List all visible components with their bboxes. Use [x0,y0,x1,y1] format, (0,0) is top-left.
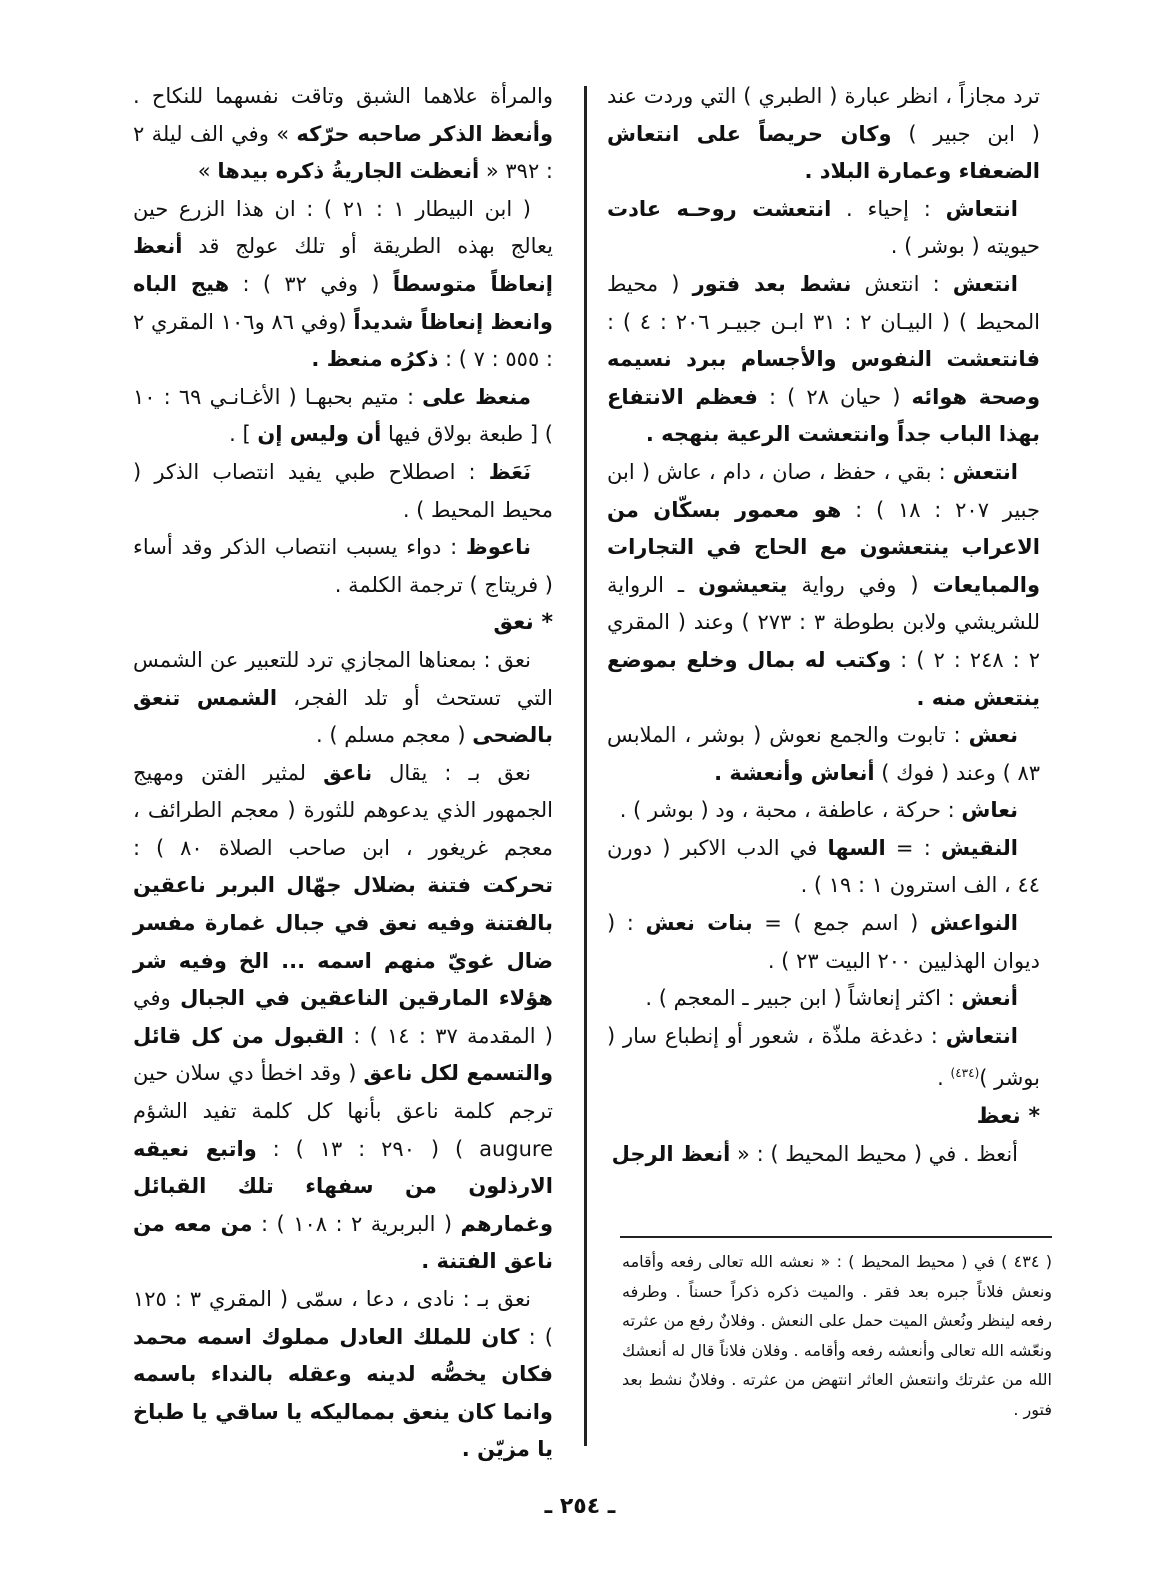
footnote-text: ( ٤٣٤ ) في ( محيط المحيط ) : « نعشه الله تعالى رفعه وأقامه ونعش فلاناً جبره بعد فقر . والميت ذكره ذكراً حسناً . وطرفه رفعه لينظر ونُعش الميت حمل على النعش . وفلانٌ رفع من عثرته ونعّشه الله تعالى وأنعشه رفعه وأقامه . وفلان فلاناً قال له أنعشك الله من عثرتك وانتعش العاثر انتهض من عثرته . وفلانٌ نشط بعد فتور . [622,1252,1052,1419]
footnote-marker: (٤٣٤) [950,1066,980,1081]
section-heading: * نعظ [976,1104,1040,1130]
paragraph: نعاش : حركة ، عاطفة ، محبة ، ود ( بوشر ) . [619,798,1018,823]
section-heading: * نعق [493,610,553,636]
paragraph: النواعش ( اسم جمع ) = بنات نعش : ( ديوان الهذليين ٢٠٠ البيت ٢٣ ) . [607,911,1040,973]
footnote [622,1247,1052,1425]
footnote-rule [620,1236,1052,1238]
paragraph: انتعش : انتعش نشط بعد فتور ( محيط المحيط ) ( البيـان ٢ : ٣١ ابـن جبيـر ٢٠٦ : ٤ ) : فانتعشت النفوس والأجسام ببرد نسيمه وصحة هوائه ( حيان ٢٨ ) : فعظم الانتفاع بهذا الباب جداً وانتعشت الرعية بنهجه . [607,271,1041,447]
page-number: ـ ٢٥٤ ـ [544,1494,616,1519]
paragraph: انتعش : بقي ، حفظ ، صان ، دام ، عاش ( ابن جبير ٢٠٧ : ١٨ ) : هو معمور بسكّان من الاعراب ينتعشون مع الحاج في التجارات والمبايعات ( وفي رواية يتعيشون ـ الرواية للشريشي ولابن بطوطة ٣ : ٢٧٣ ) وعند ( المقري ٢ : ٢٤٨ : ٢ ) : وكتب له بمال وخلع بموضع ينتعش منه . [607,459,1041,710]
paragraph: ( ابن البيطار ١ : ٢١ ) : ان هذا الزرع حين يعالج بهذه الطريقة أو تلك عولج قد أنعظ إنعاظاً متوسطاً ( وفي ٣٢ ) : هيج الباه وانعظ إنعاظاً شديداً (وفي ٨٦ و١٠٦ المقري ٢ : ٥٥٥ : ٧ ) : ذكرُه منعظ . [133,196,553,372]
paragraph: أنعش : اكثر إنعاشاً ( ابن جبير ـ المعجم ) . [645,986,1018,1011]
paragraph: نعش : تابوت والجمع نعوش ( بوشر ، الملابس ٨٣ ) وعند ( فوك ) أنعاش وأنعشة . [607,723,1040,785]
paragraph: نعق : بمعناها المجازي ترد للتعبير عن الشمس التي تستحث أو تلد الفجر، الشمس تنعق بالضحى ( معجم مسلم ) . [133,647,553,748]
paragraph: نعق بـ : يقال ناعق لمثير الفتن ومهيج الجمهور الذي يدعوهم للثورة ( معجم الطرائف ، معجم غريغور ، ابن صاحب الصلاة ٨٠ ) : تحركت فتنة بضلال جهّال البربر ناعقين بالفتنة وفيه نعق في جبال غمارة مفسر ضال غويّ منهم اسمه ... الخ وفيه شر هؤلاء المارقين الناعقين في الجبال وفي ( المقدمة ٣٧ : ١٤ ) : القبول من كل قائل والتسمع لكل ناعق ( وقد اخطأ دي سلان حين ترجم كلمة ناعق بأنها كل كلمة تفيد الشؤم augure ) ( ٢٩٠ : ١٣ ) : واتبع نعيقه الارذلون من سفهاء تلك القبائل وغمارهم ( البربرية ٢ : ١٠٨ ) : من معه من ناعق الفتنة . [133,760,554,1274]
asterisk-icon: * [533,610,553,636]
paragraph: نعق بـ : نادى ، دعا ، سمّى ( المقري ٣ : ١٢٥ ) : كان للملك العادل مملوك اسمه محمد فكان يخصُّه لدينه وعقله بالنداء باسمه وانما كان ينعق بمماليكه يا ساقي يا طباخ يا مزيّن . [133,1287,553,1462]
paragraph: منعظ على : متيم بحبهـا ( الأغـانـي ٦٩ : ١٠ ) [ طبعة بولاق فيها أن وليس إن ] . [133,384,553,447]
paragraph: والمرأة علاهما الشبق وتاقت نفسهما للنكاح . وأنعظ الذكر صاحبه حرّكه » وفي الف ليلة ٢ : ٣٩٢ « أنعظت الجاريةُ ذكره بيدها » [133,84,553,184]
paragraph: انتعاش : إحياء . انتعشت روحـه عادت حيويته ( بوشر ) . [607,196,1040,259]
paragraph: نَعَظ : اصطلاح طبي يفيد انتصاب الذكر ( محيط المحيط ) . [133,459,553,522]
paragraph: انتعاش : دغدغة ملذّة ، شعور أو إنطباع سار ( بوشر )$^{(٤٣٤)}$ . [607,1023,1040,1091]
asterisk-icon: * [1020,1104,1040,1130]
paragraph: ناعوظ : دواء يسبب انتصاب الذكر وقد أساء ( فريتاج ) ترجمة الكلمة . [133,535,553,597]
column-divider [584,86,587,1446]
left-column [133,78,553,1469]
right-column [607,78,1040,1173]
paragraph: ترد مجازاً ، انظر عبارة ( الطبري ) التي وردت عند ( ابن جبير ) وكان حريصاً على انتعاش الضعفاء وعمارة البلاد . [607,84,1040,184]
paragraph: أنعظ . في ( محيط المحيط ) : « أنعظ الرجل [611,1141,1018,1166]
paragraph: النقيش : = السها في الدب الاكبر ( دورن ٤٤ ، الف استرون ١ : ١٩ ) . [607,835,1040,898]
